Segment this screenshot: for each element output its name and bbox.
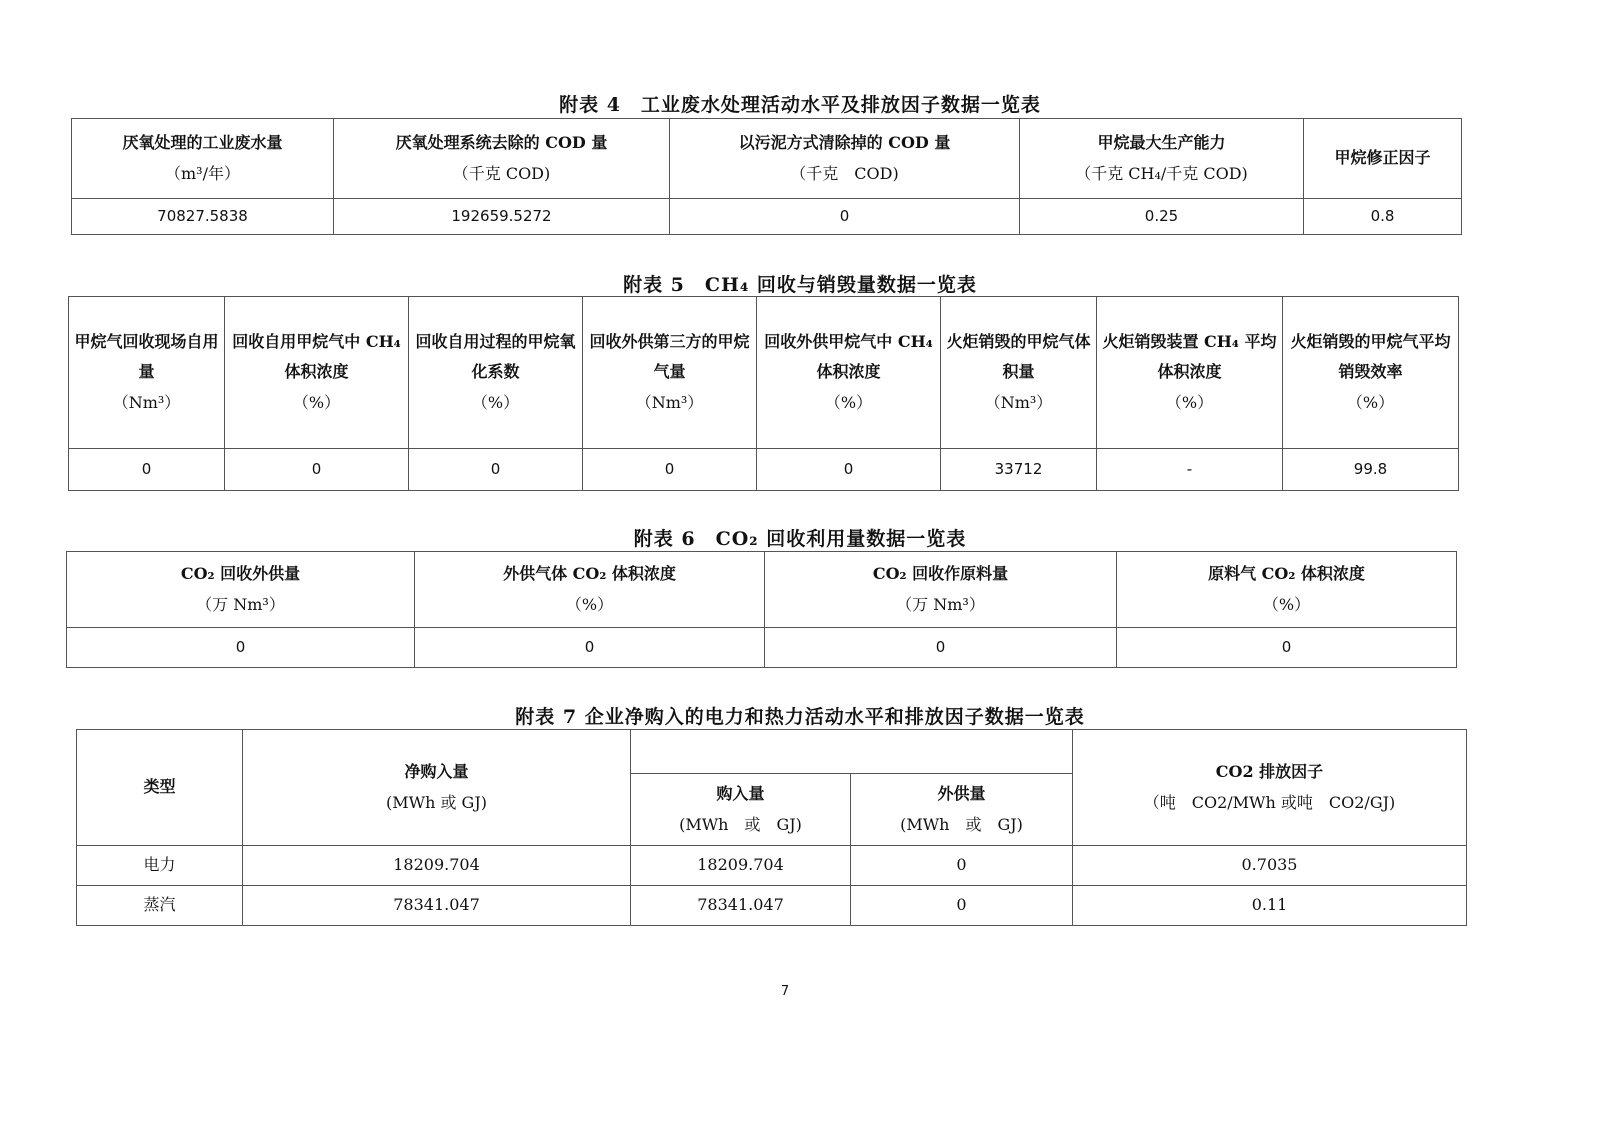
table5-header-cell: 回收外供甲烷气中 CH₄ 体积浓度 （%） xyxy=(757,297,941,449)
table7-row-electricity xyxy=(77,846,1467,886)
table7-factor: 0.7035 xyxy=(1073,846,1467,886)
table6-value: 0 xyxy=(415,628,765,668)
table5-value: 0 xyxy=(69,449,225,491)
table4-data-row xyxy=(72,199,1462,235)
table4-header-cell: 以污泥方式清除掉的 COD 量 （千克 COD) xyxy=(670,119,1020,199)
table5-caption: 附表 5 CH₄ 回收与销毁量数据一览表 xyxy=(623,274,977,296)
table5 xyxy=(68,296,1459,491)
table4-value: 192659.5272 xyxy=(334,199,670,235)
table6-header-cell: 原料气 CO₂ 体积浓度 （%） xyxy=(1117,552,1457,628)
page-number: 7 xyxy=(780,984,790,999)
table4-value: 70827.5838 xyxy=(72,199,334,235)
table5-header-cell: 火炬销毁的甲烷气平均销毁效率 （%） xyxy=(1283,297,1459,449)
table7-header-row xyxy=(77,730,1467,774)
table5-header-cell: 甲烷气回收现场自用量 （Nm³） xyxy=(69,297,225,449)
table5-header-cell: 火炬销毁装置 CH₄ 平均体积浓度 （%） xyxy=(1097,297,1283,449)
table7-supply-header: 外供量 (MWh 或 GJ) xyxy=(851,774,1073,846)
table5-header-cell: 回收自用甲烷气中 CH₄ 体积浓度 （%） xyxy=(225,297,409,449)
table7-type-header: 类型 xyxy=(77,730,243,846)
table7-supply: 0 xyxy=(851,886,1073,926)
table6-caption: 附表 6 CO₂ 回收利用量数据一览表 xyxy=(633,528,967,550)
table5-data-row xyxy=(69,449,1459,491)
table7-supply: 0 xyxy=(851,846,1073,886)
table7-net-header: 净购入量 (MWh 或 GJ) xyxy=(243,730,631,846)
table4-value: 0.25 xyxy=(1020,199,1304,235)
table6-header-cell: CO₂ 回收作原料量 （万 Nm³） xyxy=(765,552,1117,628)
table5-value: 0 xyxy=(409,449,583,491)
table5-header-row xyxy=(69,297,1459,449)
table6 xyxy=(66,551,1457,668)
table5-header-cell: 火炬销毁的甲烷气体积量 （Nm³） xyxy=(941,297,1097,449)
table6-header-cell: 外供气体 CO₂ 体积浓度 （%） xyxy=(415,552,765,628)
table4-header-cell: 厌氧处理系统去除的 COD 量 （千克 COD) xyxy=(334,119,670,199)
table5-value: 0 xyxy=(225,449,409,491)
table6-header-cell: CO₂ 回收外供量 （万 Nm³） xyxy=(67,552,415,628)
table5-value: 0 xyxy=(583,449,757,491)
table4-header-cell: 甲烷最大生产能力 （千克 CH₄/千克 COD) xyxy=(1020,119,1304,199)
table7-caption: 附表 7 企业净购入的电力和热力活动水平和排放因子数据一览表 xyxy=(515,706,1085,728)
table7-purchase: 18209.704 xyxy=(631,846,851,886)
table6-value: 0 xyxy=(765,628,1117,668)
table5-value: - xyxy=(1097,449,1283,491)
table4-value: 0.8 xyxy=(1304,199,1462,235)
table4-value: 0 xyxy=(670,199,1020,235)
table7-group-header xyxy=(631,730,1073,774)
table6-header-row xyxy=(67,552,1457,628)
table4-header-row xyxy=(72,119,1462,199)
table7 xyxy=(76,729,1467,926)
table6-value: 0 xyxy=(1117,628,1457,668)
table7-factor-header: CO2 排放因子 （吨 CO2/MWh 或吨 CO2/GJ) xyxy=(1073,730,1467,846)
table5-value: 99.8 xyxy=(1283,449,1459,491)
table7-net: 78341.047 xyxy=(243,886,631,926)
table4-caption: 附表 4 工业废水处理活动水平及排放因子数据一览表 xyxy=(559,94,1041,116)
table5-value: 33712 xyxy=(941,449,1097,491)
table7-purchase-header: 购入量 (MWh 或 GJ) xyxy=(631,774,851,846)
table7-type: 电力 xyxy=(77,846,243,886)
table4 xyxy=(71,118,1462,235)
table7-factor: 0.11 xyxy=(1073,886,1467,926)
table7-type: 蒸汽 xyxy=(77,886,243,926)
table5-header-cell: 回收外供第三方的甲烷气量 （Nm³） xyxy=(583,297,757,449)
table4-header-cell: 甲烷修正因子 xyxy=(1304,119,1462,199)
table6-value: 0 xyxy=(67,628,415,668)
table6-data-row xyxy=(67,628,1457,668)
table5-value: 0 xyxy=(757,449,941,491)
table7-row-steam xyxy=(77,886,1467,926)
table7-purchase: 78341.047 xyxy=(631,886,851,926)
table7-net: 18209.704 xyxy=(243,846,631,886)
table5-header-cell: 回收自用过程的甲烷氧化系数 （%） xyxy=(409,297,583,449)
table4-header-cell: 厌氧处理的工业废水量 （m³/年） xyxy=(72,119,334,199)
